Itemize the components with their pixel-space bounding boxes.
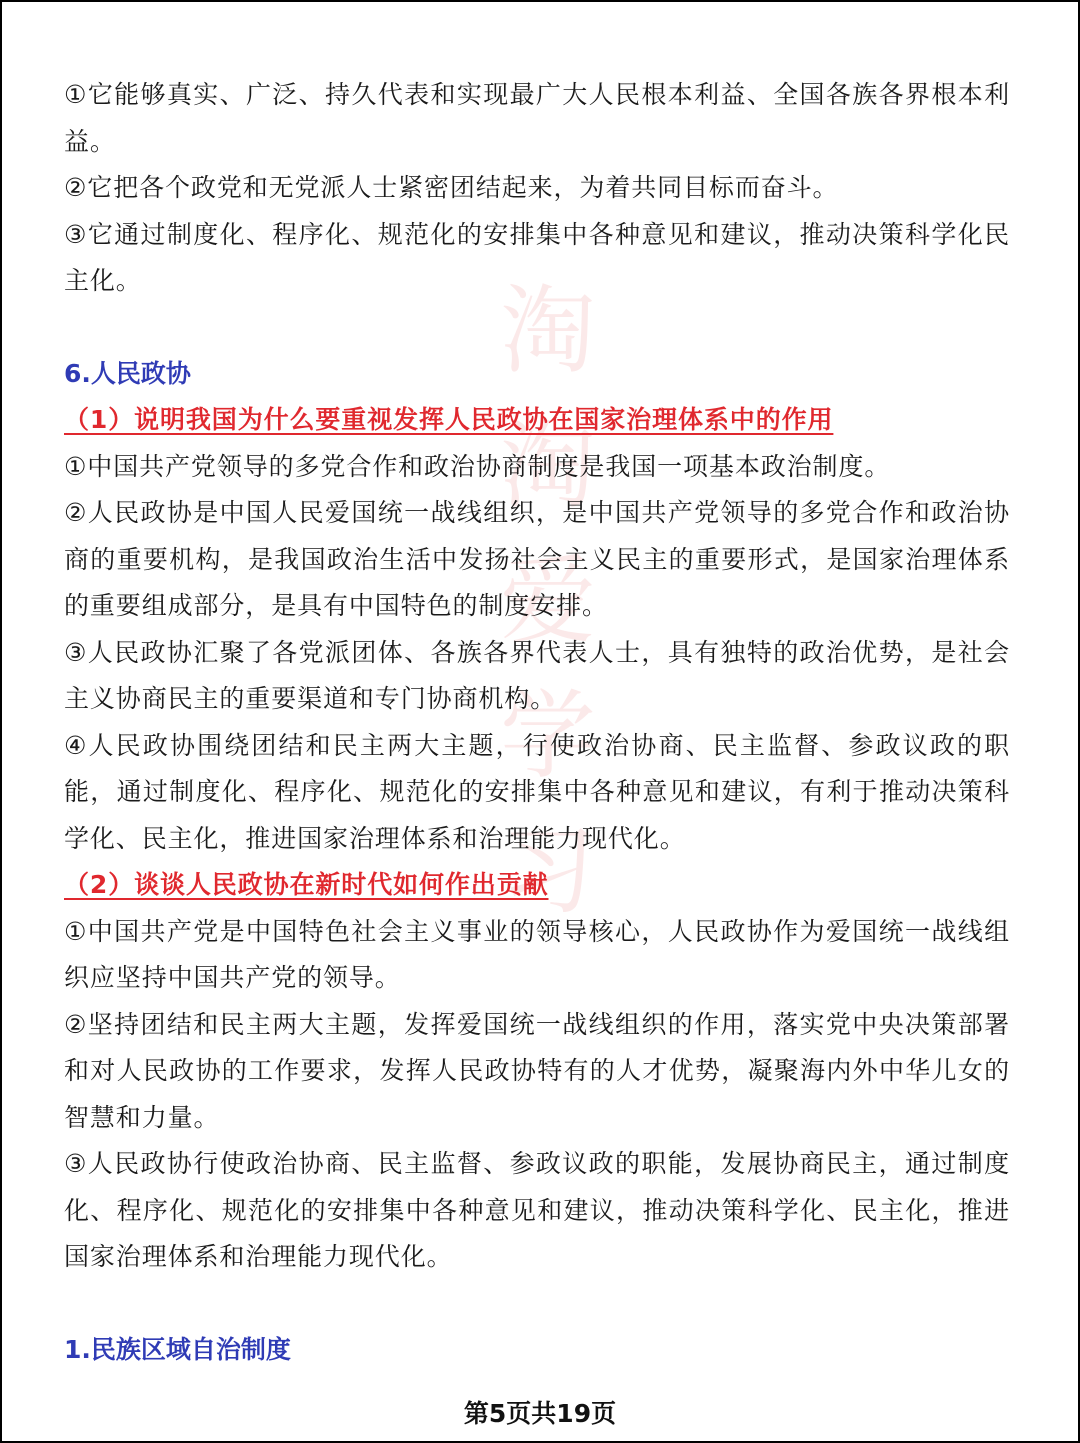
watermark-char: 淘 — [500, 410, 596, 522]
answer-item: ③人民政协汇聚了各党派团体、各族各界代表人士，具有独特的政治优势，是社会主义协商民主的重要渠道和专门协商机构。 — [64, 637, 1010, 713]
watermark-char: 习 — [500, 815, 596, 927]
answer-item: ③人民政协行使政治协商、民主监督、参政议政的职能，发展协商民主，通过制度化、程序化、规范化的安排集中各种意见和建议，推动决策科学化、民主化，推进国家治理体系和治理能力现代化。 — [64, 1149, 1010, 1271]
watermark-char: 淘 — [500, 275, 596, 387]
spacer — [64, 305, 1010, 351]
answer-item: ①中国共产党是中国特色社会主义事业的领导核心，人民政协作为爱国统一战线组织应坚持中国共产党的领导。 — [64, 916, 1010, 992]
intro-item: ②它把各个政党和无党派人士紧密团结起来，为着共同目标而奋斗。 — [64, 173, 839, 202]
watermark-char: 学 — [500, 680, 596, 792]
question-2-heading: （2）谈谈人民政协在新时代如何作出贡献 — [64, 870, 549, 899]
answer-item: ②人民政协是中国人民爱国统一战线组织，是中国共产党领导的多党合作和政治协商的重要机构，是我国政治生活中发扬社会主义民主的重要形式，是国家治理体系的重要组成部分，是具有中国特色的制度安排。 — [64, 498, 1010, 620]
intro-item: ③它通过制度化、程序化、规范化的安排集中各种意见和建议，推动决策科学化民主化。 — [64, 219, 1010, 295]
answer-item: ②坚持团结和民主两大主题，发挥爱国统一战线组织的作用，落实党中央决策部署和对人民政协的工作要求，发挥人民政协特有的人才优势，凝聚海内外中华儿女的智慧和力量。 — [64, 1009, 1010, 1132]
watermark-char: 爱 — [500, 545, 596, 657]
section-1-heading: 1.民族区域自治制度 — [64, 1334, 291, 1364]
section-6-heading: 6.人民政协 — [64, 358, 191, 388]
document-content — [64, 72, 1010, 1373]
question-1-heading: （1）说明我国为什么要重视发挥人民政协在国家治理体系中的作用 — [64, 405, 834, 434]
answer-item: ①中国共产党领导的多党合作和政治协商制度是我国一项基本政治制度。 — [64, 451, 891, 481]
spacer — [64, 1281, 1010, 1327]
answer-item: ④人民政协围绕团结和民主两大主题，行使政治协商、民主监督、参政议政的职能，通过制度化、程序化、规范化的安排集中各种意见和建议，有利于推动决策科学化、民主化，推进国家治理体系和治理能力现代化。 — [64, 730, 1010, 853]
intro-item: ①它能够真实、广泛、持久代表和实现最广大人民根本利益、全国各族各界根本利益。 — [64, 80, 1010, 156]
page-number: 第5页共19页 — [463, 1399, 617, 1428]
